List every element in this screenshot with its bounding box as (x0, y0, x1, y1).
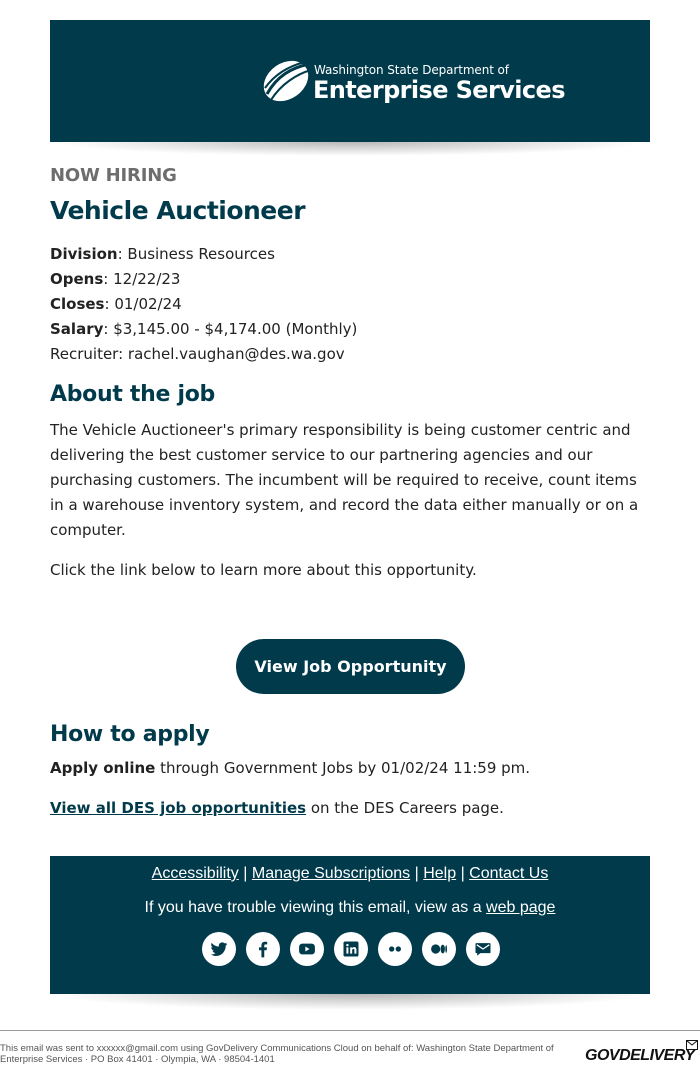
apply-online-text (50, 756, 530, 781)
youtube-icon[interactable] (290, 932, 324, 966)
job-details (50, 242, 357, 367)
link-separator: | (410, 865, 424, 882)
how-to-apply-heading: How to apply (50, 722, 210, 747)
manage-subscriptions-link[interactable]: Manage Subscriptions (251, 865, 411, 882)
header-shadow (50, 142, 650, 156)
salary-value: : $3,145.00 - $4,174.00 (Monthly) (103, 320, 358, 338)
apply-online-detail: through Government Jobs by 01/02/24 11:59 pm. (155, 759, 531, 777)
view-all-jobs-link[interactable]: View all DES job opportunities (50, 799, 307, 817)
salary-row (50, 317, 357, 342)
trouble-text: If you have trouble viewing this email, view as a (144, 899, 487, 916)
logo-line2: Enterprise Services (313, 76, 565, 104)
click-instruction: Click the link below to learn more about this opportunity. (50, 561, 477, 579)
linkedin-icon[interactable] (334, 932, 368, 966)
all-jobs-text (50, 796, 504, 821)
closes-value: : 01/02/24 (104, 295, 182, 313)
des-swoosh-icon (259, 56, 313, 106)
apply-online-label: Apply online (50, 759, 156, 777)
logo-line1: Washington State Department of (314, 63, 509, 77)
flickr-icon[interactable] (378, 932, 412, 966)
about-heading: About the job (50, 382, 215, 407)
opens-label: Opens (50, 270, 104, 288)
link-separator: | (456, 865, 470, 882)
legal-text: This email was sent to xxxxxx@gmail.com using GovDelivery Communications Cloud on behalf of: Washington State Department of Enterprise Services · PO Box 41401 · Olympia, WA · 98504-1401 (0, 1043, 554, 1065)
footer-links (50, 865, 650, 883)
link-separator: | (238, 865, 252, 882)
web-page-link[interactable]: web page (486, 899, 556, 916)
recruiter-row: Recruiter: rachel.vaughan@des.wa.gov (50, 345, 345, 363)
footer-shadow (50, 994, 650, 1010)
email-footer (50, 856, 650, 994)
govdelivery-logo: GOVDELIVERY (585, 1047, 695, 1064)
facebook-icon[interactable] (246, 932, 280, 966)
accessibility-link[interactable]: Accessibility (151, 865, 239, 882)
now-hiring-label: NOW HIRING (50, 165, 177, 186)
des-logo (259, 56, 565, 126)
email-header (50, 20, 650, 142)
salary-label: Salary (50, 320, 104, 338)
opens-row (50, 267, 357, 292)
division-value: : Business Resources (117, 245, 275, 263)
govdelivery-envelope-icon (686, 1040, 698, 1050)
job-title: Vehicle Auctioneer (50, 196, 306, 225)
contact-us-link[interactable]: Contact Us (469, 865, 549, 882)
help-link[interactable]: Help (423, 865, 457, 882)
opens-value: : 12/22/23 (103, 270, 181, 288)
about-body: The Vehicle Auctioneer's primary responsibility is being customer centric and delivering the best customer service to our partnering agencies and our purchasing customers. The incumbent will be required to receive, count items in a warehouse inventory system, and record the data either manually or on a computer. (50, 421, 639, 539)
twitter-icon[interactable] (202, 932, 236, 966)
division-row (50, 242, 357, 267)
closes-row (50, 292, 357, 317)
legal-divider (0, 1030, 700, 1031)
closes-label: Closes (50, 295, 105, 313)
division-label: Division (50, 245, 118, 263)
medium-icon[interactable] (422, 932, 456, 966)
all-jobs-detail: on the DES Careers page. (306, 799, 504, 817)
email-icon[interactable] (466, 932, 500, 966)
trouble-viewing-text (50, 899, 650, 917)
social-links (202, 932, 500, 966)
view-job-opportunity-button[interactable]: View Job Opportunity (236, 639, 465, 694)
